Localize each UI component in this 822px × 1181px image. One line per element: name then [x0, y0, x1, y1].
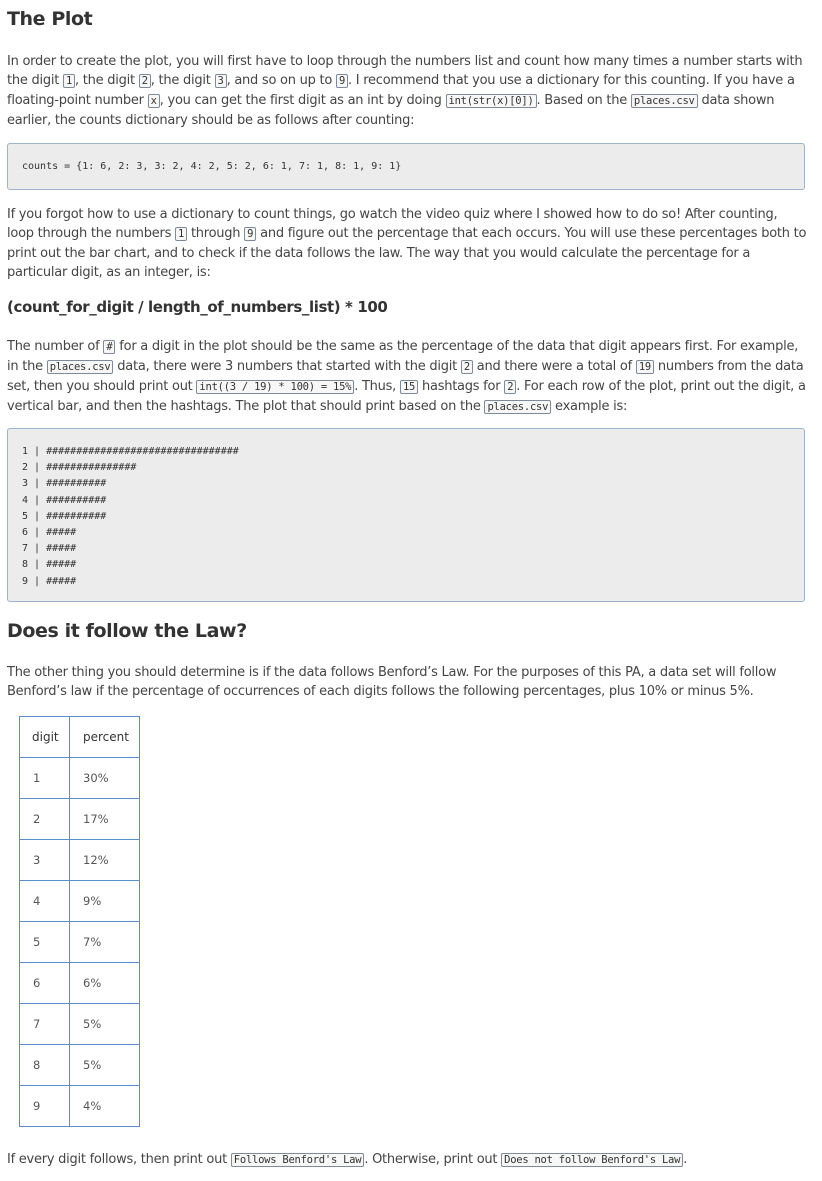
plot-hashes: #####: [46, 575, 77, 587]
plot-hashes: ################################: [46, 446, 239, 457]
heading-does-it-follow-the-law: Does it follow the Law?: [7, 620, 247, 642]
plot-row: [22, 444, 790, 460]
table-row: [20, 881, 140, 922]
text: through: [187, 226, 245, 241]
digit-cell: 5: [20, 922, 70, 963]
text: hashtags for: [418, 379, 505, 394]
percent-cell: 30%: [70, 758, 140, 799]
table-row: [20, 840, 140, 881]
text: . I recommend that you use a dictionary for this counting. If you have a floating-point number: [7, 73, 795, 108]
plot-digit: 3: [22, 478, 29, 490]
paragraph-intro: [7, 52, 807, 130]
text: , and so on up to: [226, 73, 336, 88]
plot-digit: 2: [22, 462, 29, 474]
inline-code: 9: [336, 74, 348, 88]
inline-code: 2: [461, 360, 473, 374]
code-block-counts: counts = {1: 6, 2: 3, 3: 2, 4: 2, 5: 2, 6: 1, 7: 1, 8: 1, 9: 1}: [7, 143, 805, 190]
text: , the digit: [75, 73, 139, 88]
plot-digit: 1: [22, 446, 29, 457]
digit-cell: 1: [20, 758, 70, 799]
table-row: [20, 1045, 140, 1086]
table-row: [20, 1004, 140, 1045]
plot-digit: 4: [22, 494, 29, 506]
table-row: [20, 963, 140, 1004]
table-header-row: [20, 717, 140, 758]
inline-code: 3: [215, 74, 227, 88]
text: numbers from the data set, then you should print out: [7, 359, 804, 394]
text: The number of: [7, 339, 104, 354]
plot-hashes: #####: [46, 527, 77, 539]
text: example is:: [551, 399, 628, 414]
plot-hashes: ##########: [46, 510, 107, 522]
text: If every digit follows, then print out: [7, 1152, 231, 1167]
paragraph-hashtags: [7, 337, 807, 417]
inline-code: #: [103, 340, 115, 354]
text: and there were a total of: [472, 359, 636, 374]
percent-cell: 6%: [70, 963, 140, 1004]
plot-hashes: ###############: [46, 462, 137, 474]
plot-row: [22, 509, 790, 525]
percent-cell: 5%: [70, 1045, 140, 1086]
text: , the digit: [150, 73, 215, 88]
plot-digit: 8: [22, 559, 29, 571]
digit-cell: 2: [20, 799, 70, 840]
plot-digit: 5: [22, 510, 29, 522]
table-row: [20, 1086, 140, 1127]
percent-cell: 12%: [70, 840, 140, 881]
plot-row: [22, 476, 790, 492]
paragraph-benford-rule: The other thing you should determine is if the data follows Benford’s Law. For the purposes of this PA, a data set will follow Benford’s law if the percentage of occurrences of each digits follows the following percentages, plus 10% or minus 5%.: [7, 665, 777, 699]
text: . For each row of the plot, print out the digit, a vertical bar, and then the hashtags. The plot that should print based on the: [7, 379, 806, 414]
table-row: [20, 922, 140, 963]
inline-code: x: [148, 94, 160, 108]
code-block-plot: [7, 428, 805, 602]
inline-code: 15: [400, 380, 418, 394]
text: .: [683, 1152, 688, 1167]
digit-cell: 7: [20, 1004, 70, 1045]
inline-code: int((3 / 19) * 100) = 15%: [196, 380, 354, 394]
paragraph-output-rule: [7, 1150, 807, 1170]
plot-row: [22, 493, 790, 509]
text: for a digit in the plot should be the same as the percentage of the data that digit appears first. For example, in the: [7, 339, 799, 374]
plot-bar: |: [28, 543, 47, 555]
plot-row: [22, 557, 790, 573]
plot-bar: |: [28, 494, 47, 506]
percent-cell: 9%: [70, 881, 140, 922]
plot-digit: 6: [22, 527, 29, 539]
inline-code: 9: [244, 227, 256, 241]
text: If you forgot how to use a dictionary to count things, go watch the video quiz where I showed how to do so! After counting, loop through the numbers: [7, 207, 778, 241]
digit-cell: 3: [20, 840, 70, 881]
plot-bar: |: [28, 462, 47, 474]
inline-code: 2: [139, 74, 151, 88]
heading-the-plot: The Plot: [7, 8, 93, 30]
digit-cell: 8: [20, 1045, 70, 1086]
plot-bar: |: [28, 446, 47, 457]
text: In order to create the plot, you will first have to loop through the numbers list and count how many times a number starts with the digit: [7, 54, 803, 88]
percent-cell: 5%: [70, 1004, 140, 1045]
plot-hashes: #####: [46, 543, 77, 555]
inline-code: places.csv: [47, 360, 114, 374]
text: and figure out the percentage that each occurs. You will use these percentages both to print out the bar chart, and to check if the data follows the law. The way that you would calculate the percentage for a particular digit, as an integer, is:: [7, 226, 807, 280]
table-row: [20, 799, 140, 840]
text: . Based on the: [536, 93, 631, 108]
text: data shown earlier, the counts dictionary should be as follows after counting:: [7, 93, 775, 128]
inline-code: 1: [63, 74, 75, 88]
inline-code: places.csv: [484, 400, 551, 414]
inline-code: 1: [175, 227, 187, 241]
plot-row: [22, 574, 790, 590]
percent-cell: 17%: [70, 799, 140, 840]
digit-cell: 6: [20, 963, 70, 1004]
plot-bar: |: [28, 478, 47, 490]
text: , you can get the first digit as an int by doing: [159, 93, 446, 108]
plot-hashes: #####: [46, 559, 77, 571]
plot-hashes: ##########: [46, 478, 107, 490]
plot-digit: 9: [22, 575, 29, 587]
column-header-digit: digit: [20, 717, 70, 758]
inline-code: int(str(x)[0]): [446, 94, 537, 108]
percent-cell: 4%: [70, 1086, 140, 1127]
plot-row: [22, 460, 790, 476]
plot-bar: |: [28, 510, 47, 522]
percent-cell: 7%: [70, 922, 140, 963]
plot-bar: |: [28, 527, 47, 539]
text: data, there were 3 numbers that started with the digit: [113, 359, 461, 374]
inline-code-follows: Follows Benford's Law: [231, 1153, 365, 1167]
plot-digit: 7: [22, 543, 29, 555]
digit-cell: 4: [20, 881, 70, 922]
plot-bar: |: [28, 575, 47, 587]
digit-cell: 9: [20, 1086, 70, 1127]
inline-code: places.csv: [631, 94, 698, 108]
text: . Thus,: [354, 379, 400, 394]
inline-code-does-not-follow: Does not follow Benford's Law: [501, 1153, 683, 1167]
inline-code: 19: [636, 360, 654, 374]
plot-hashes: ##########: [46, 494, 107, 506]
plot-row: [22, 541, 790, 557]
plot-bar: |: [28, 559, 47, 571]
table-row: [20, 758, 140, 799]
percentage-formula: (count_for_digit / length_of_numbers_list) * 100: [7, 298, 388, 316]
column-header-percent: percent: [70, 717, 140, 758]
benford-percent-table: [19, 716, 140, 1127]
paragraph-counting: [7, 205, 807, 282]
inline-code: 2: [504, 380, 516, 394]
plot-row: [22, 525, 790, 541]
text: . Otherwise, print out: [364, 1152, 502, 1167]
